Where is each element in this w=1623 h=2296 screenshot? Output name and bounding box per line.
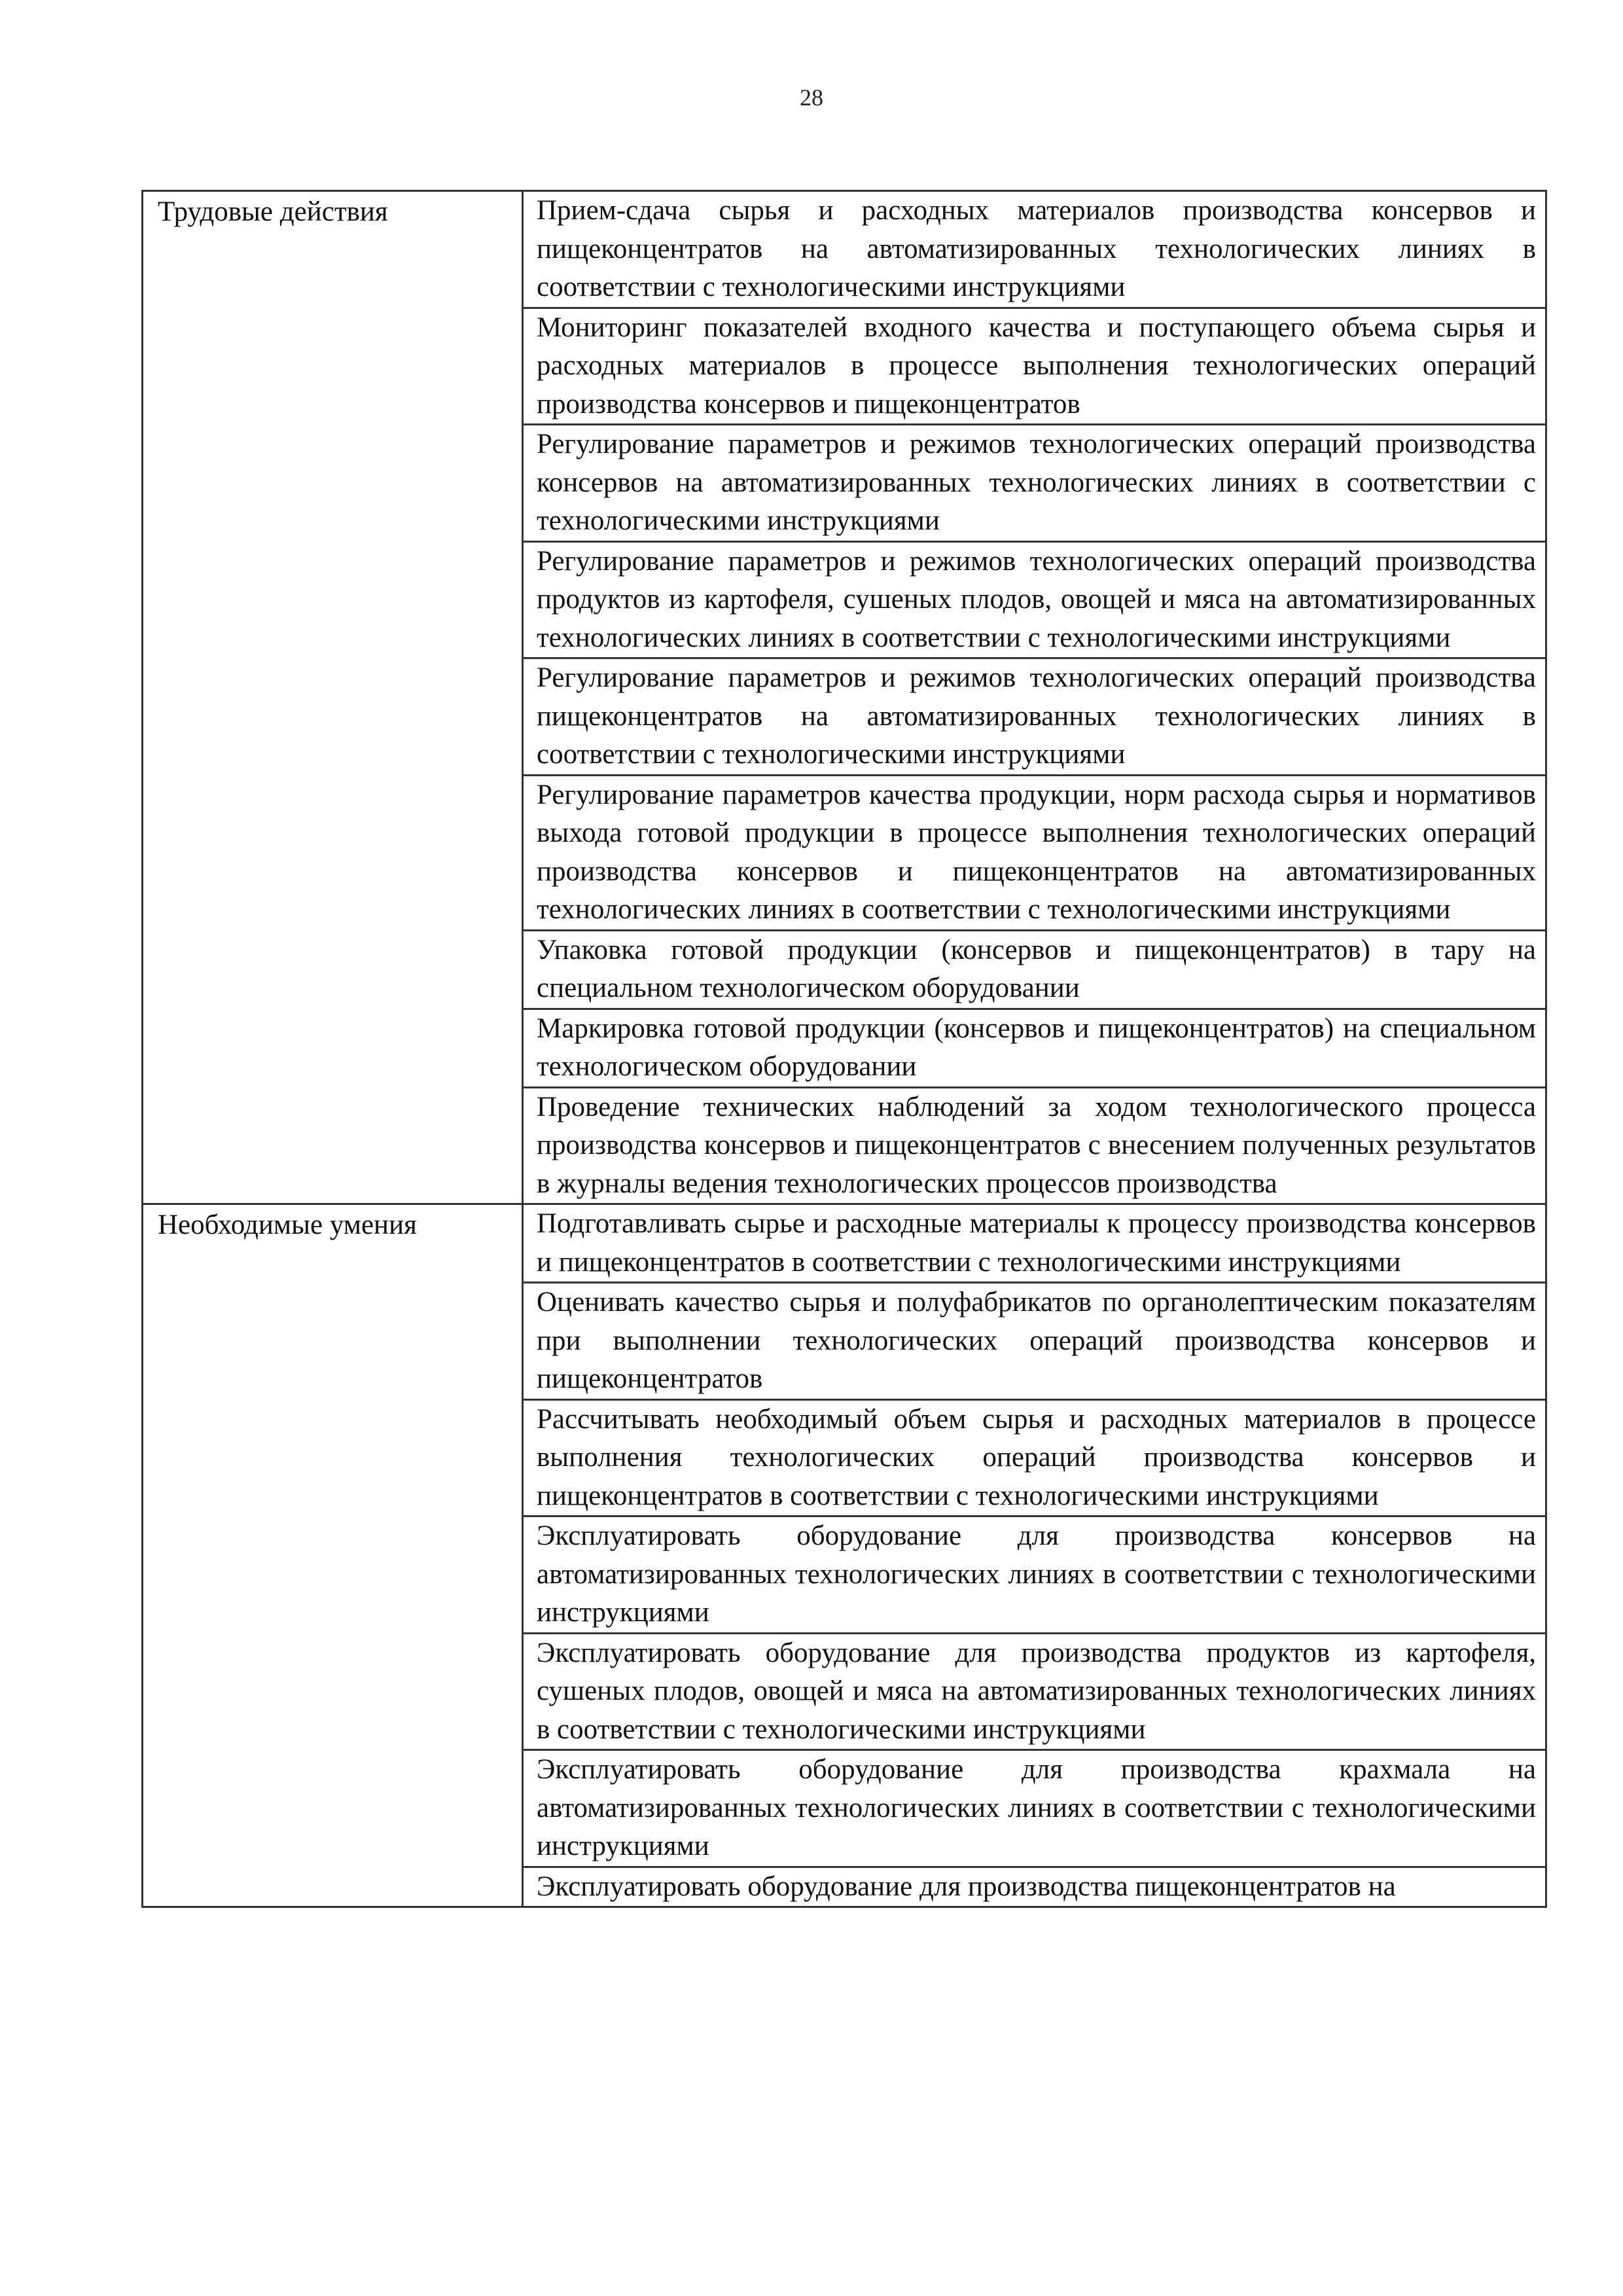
table-cell: Проведение технических наблюдений за ходом технологического процесса производства консервов и пищеконцентратов с внесением полученных результатов в журналы ведения технологических процессов производства <box>523 1087 1546 1204</box>
table-cell: Эксплуатировать оборудование для производства продуктов из картофеля, сушеных плодов, овощей и мяса на автоматизированных технологических линиях в соответствии с технологическими инструкциями <box>523 1633 1546 1750</box>
table-cell: Регулирование параметров и режимов технологических операций производства продуктов из картофеля, сушеных плодов, овощей и мяса на автоматизированных технологических линиях в соответствии с технологическими инструкциями <box>523 541 1546 658</box>
table-cell: Мониторинг показателей входного качества и поступающего объема сырья и расходных материалов в процессе выполнения технологических операций производства консервов и пищеконцентратов <box>523 308 1546 425</box>
table-cell: Подготавливать сырье и расходные материалы к процессу производства консервов и пищеконцентратов в соответствии с технологическими инструкциями <box>523 1204 1546 1283</box>
section-label-required-skills: Необходимые умения <box>143 1204 523 1907</box>
table-cell: Эксплуатировать оборудование для производства консервов на автоматизированных технологических линиях в соответствии с технологическими инструкциями <box>523 1516 1546 1634</box>
page-number: 28 <box>800 84 823 111</box>
table-cell: Эксплуатировать оборудование для производства пищеконцентратов на <box>523 1867 1546 1907</box>
table-cell: Упаковка готовой продукции (консервов и пищеконцентратов) в тару на специальном технологическом оборудовании <box>523 930 1546 1009</box>
table-cell: Регулирование параметров и режимов технологических операций производства консервов на автоматизированных технологических линиях в соответствии с технологическими инструкциями <box>523 425 1546 542</box>
table-cell: Регулирование параметров и режимов технологических операций производства пищеконцентратов на автоматизированных технологических линиях в соответствии с технологическими инструкциями <box>523 658 1546 776</box>
table-cell: Рассчитывать необходимый объем сырья и расходных материалов в процессе выполнения технологических операций производства консервов и пищеконцентратов в соответствии с технологическими инструкциями <box>523 1399 1546 1516</box>
table-row <box>143 1204 1546 1283</box>
table-row <box>143 191 1546 308</box>
table-cell: Оценивать качество сырья и полуфабрикатов по органолептическим показателям при выполнении технологических операций производства консервов и пищеконцентратов <box>523 1283 1546 1400</box>
table-cell: Регулирование параметров качества продукции, норм расхода сырья и нормативов выхода готовой продукции в процессе выполнения технологических операций производства консервов и пищеконцентратов на автоматизированных технологических линиях в соответствии с технологическими инструкциями <box>523 775 1546 930</box>
table-cell: Эксплуатировать оборудование для производства крахмала на автоматизированных технологических линиях в соответствии с технологическими инструкциями <box>523 1750 1546 1867</box>
table-cell: Прием-сдача сырья и расходных материалов производства консервов и пищеконцентратов на автоматизированных технологических линиях в соответствии с технологическими инструкциями <box>523 191 1546 308</box>
section-label-labor-actions: Трудовые действия <box>143 191 523 1204</box>
competency-table <box>141 190 1547 1908</box>
table-cell: Маркировка готовой продукции (консервов и пищеконцентратов) на специальном технологическом оборудовании <box>523 1009 1546 1087</box>
